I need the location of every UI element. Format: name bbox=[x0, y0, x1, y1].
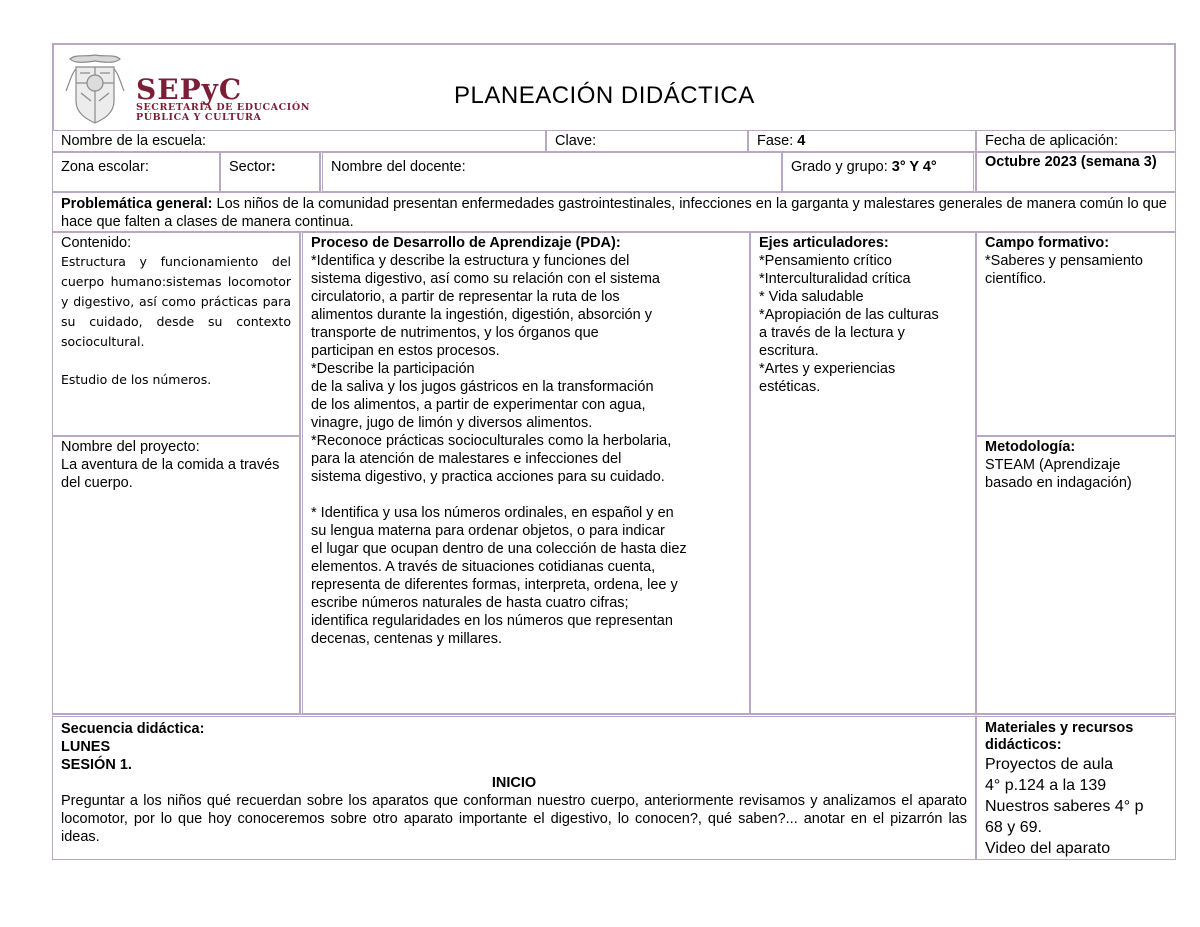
pda-line: vinagre, jugo de limón y diversos alimentos. bbox=[311, 415, 593, 431]
secuencia-cell bbox=[52, 714, 976, 860]
fecha-value: Octubre 2023 (semana 3) bbox=[985, 154, 1157, 170]
secuencia-session: SESIÓN 1. bbox=[61, 757, 132, 773]
pda-line: sistema digestivo, así como su relación con el sistema bbox=[311, 271, 660, 287]
pda-line: de la saliva y los jugos gástricos en la transformación bbox=[311, 379, 654, 395]
pda-text bbox=[311, 252, 741, 486]
ejes-item: *Pensamiento crítico bbox=[759, 253, 892, 269]
page-title: PLANEACIÓN DIDÁCTICA bbox=[454, 82, 755, 109]
pda-cell bbox=[300, 232, 750, 714]
pda-line: circulatorio, a partir de representar la ruta de los bbox=[311, 289, 620, 305]
campo-label: Campo formativo: bbox=[985, 235, 1110, 251]
brand-subtitle-line2: PÚBLICA Y CULTURA bbox=[136, 112, 262, 123]
fase-label: Fase: bbox=[757, 133, 798, 149]
docente-label: Nombre del docente: bbox=[331, 159, 466, 175]
pda-line: transporte de nutrimentos, y los órganos que bbox=[311, 325, 599, 341]
pda-line: representa de diferentes formas, interpreta, ordena, lee y bbox=[311, 577, 678, 593]
pda-line: *Describe la participación bbox=[311, 361, 475, 377]
contenido-label: Contenido: bbox=[61, 235, 132, 251]
campo-text: *Saberes y pensamiento científico. bbox=[985, 253, 1143, 287]
pda-line: alimentos durante la ingestión, digestión, absorción y bbox=[311, 307, 652, 323]
zona-cell bbox=[52, 152, 220, 192]
pda-line: * Identifica y usa los números ordinales, en español y en bbox=[311, 505, 674, 521]
pda-line: escribe números naturales de hasta cuatro cifras; bbox=[311, 595, 629, 611]
ejes-item: *Apropiación de las culturas bbox=[759, 307, 939, 323]
pda-line: *Reconoce prácticas socioculturales como la herbolaria, bbox=[311, 433, 672, 449]
ejes-cell bbox=[750, 232, 976, 714]
materiales-list bbox=[985, 754, 1167, 859]
ejes-item: * Vida saludable bbox=[759, 289, 864, 305]
metodologia-label: Metodología: bbox=[985, 439, 1076, 455]
pda-line: su lengua materna para ordenar objetos, o para indicar bbox=[311, 523, 665, 539]
fecha-label: Fecha de aplicación: bbox=[985, 133, 1118, 149]
grado-cell bbox=[782, 152, 976, 192]
pda-line: participan en estos procesos. bbox=[311, 343, 500, 359]
materiales-item: 4° p.124 a la 139 bbox=[985, 777, 1107, 794]
sector-colon: : bbox=[270, 159, 276, 175]
pda-line: *Identifica y describe la estructura y funciones del bbox=[311, 253, 630, 269]
materiales-item: Proyectos de aula bbox=[985, 756, 1114, 773]
proyecto-cell bbox=[52, 436, 300, 714]
contenido-text: Estructura y funcionamiento del cuerpo humano:sistemas locomotor y digestivo, así como prácticas para su cuidado, desde su contexto sociocultural. bbox=[61, 254, 291, 349]
problematica-label: Problemática general: bbox=[61, 196, 213, 212]
zona-label: Zona escolar: bbox=[61, 159, 149, 175]
secuencia-inicio: INICIO bbox=[491, 775, 537, 791]
ejes-item: a través de la lectura y bbox=[759, 325, 905, 341]
contenido-cell bbox=[52, 232, 300, 436]
ejes-item: *Interculturalidad crítica bbox=[759, 271, 911, 287]
pda-line: elementos. A través de situaciones cotidianas cuenta, bbox=[311, 559, 656, 575]
metodologia-cell bbox=[976, 436, 1176, 714]
materiales-item: 68 y 69. bbox=[985, 819, 1042, 836]
problematica-cell bbox=[52, 192, 1176, 232]
secuencia-text: Preguntar a los niños qué recuerdan sobre los aparatos que conforman nuestro cuerpo, anteriormente revisamos y analizamos el aparato locomotor, por lo que hoy conoceremos sobre otro aparato importante el digestivo, lo conocen?, qué saben?... anotar en el pizarrón las ideas. bbox=[61, 793, 967, 845]
metodologia-text: STEAM (Aprendizaje basado en indagación) bbox=[985, 457, 1132, 491]
materiales-cell bbox=[976, 714, 1176, 860]
school-name-cell bbox=[52, 130, 546, 152]
ejes-label: Ejes articuladores: bbox=[759, 235, 889, 251]
fase-cell bbox=[748, 130, 976, 152]
pda-line: decenas, centenas y millares. bbox=[311, 631, 503, 647]
fecha-label-cell bbox=[976, 130, 1176, 152]
brand-name: SEPyC bbox=[136, 73, 243, 106]
clave-cell bbox=[546, 130, 748, 152]
materiales-item: Nuestros saberes 4° p bbox=[985, 798, 1144, 815]
grado-value: 3° Y 4° bbox=[891, 159, 937, 175]
fecha-value-cell bbox=[976, 152, 1176, 192]
proyecto-label: Nombre del proyecto: bbox=[61, 439, 200, 455]
pda-line: de los alimentos, a partir de experimentar con agua, bbox=[311, 397, 646, 413]
secuencia-label: Secuencia didáctica: bbox=[61, 721, 205, 737]
pda-text-numbers bbox=[311, 504, 741, 648]
proyecto-text: La aventura de la comida a través del cuerpo. bbox=[61, 457, 280, 491]
pda-line: sistema digestivo, y practica acciones para su cuidado. bbox=[311, 469, 665, 485]
school-name-label: Nombre de la escuela: bbox=[61, 133, 207, 149]
document-header bbox=[52, 43, 1176, 130]
ejes-item: estéticas. bbox=[759, 379, 821, 395]
fase-value: 4 bbox=[797, 133, 806, 149]
ejes-item: escritura. bbox=[759, 343, 819, 359]
materiales-label: Materiales y recursos didácticos: bbox=[985, 720, 1134, 753]
pda-label: Proceso de Desarrollo de Aprendizaje (PDA): bbox=[311, 235, 621, 251]
ejes-item: *Artes y experiencias bbox=[759, 361, 896, 377]
ejes-list bbox=[759, 252, 967, 396]
grado-label: Grado y grupo: bbox=[791, 159, 892, 175]
clave-label: Clave: bbox=[555, 133, 597, 149]
state-seal-logo bbox=[64, 51, 126, 125]
materiales-item: Video del aparato bbox=[985, 840, 1111, 857]
sector-label: Sector bbox=[229, 159, 271, 175]
problematica-text: Los niños de la comunidad presentan enfermedades gastrointestinales, infecciones en la garganta y malestares generales de manera común lo que hace que falten a clases de manera continua. bbox=[61, 196, 1167, 230]
contenido-text-numbers: Estudio de los números. bbox=[61, 372, 212, 387]
pda-line: identifica regularidades en los números que representan bbox=[311, 613, 673, 629]
docente-cell bbox=[320, 152, 782, 192]
pda-line: para la atención de malestares e infecciones del bbox=[311, 451, 622, 467]
secuencia-day: LUNES bbox=[61, 739, 111, 755]
brand-subtitle-line1: SECRETARÍA DE EDUCACIÓN bbox=[136, 102, 310, 113]
brand-subtitle bbox=[136, 103, 310, 123]
sector-cell bbox=[220, 152, 320, 192]
pda-line: el lugar que ocupan dentro de una colección de hasta diez bbox=[311, 541, 687, 557]
campo-cell bbox=[976, 232, 1176, 436]
